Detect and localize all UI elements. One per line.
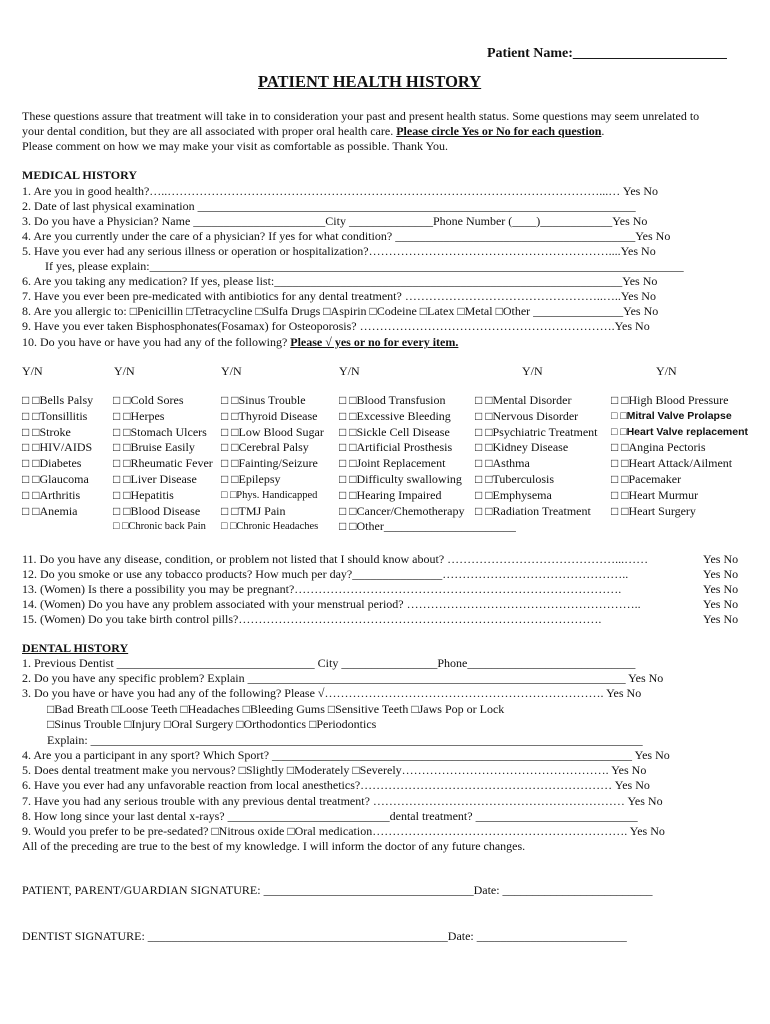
yn-header-6: Y/N — [656, 364, 677, 378]
condition-fainting-seizure[interactable]: □ □Fainting/Seizure — [221, 456, 318, 471]
medical-q15[interactable]: 15. (Women) Do you take birth control pills?………………………………………………………………………………. — [22, 612, 602, 626]
condition-bells-palsy[interactable]: □ □Bells Palsy — [22, 393, 94, 407]
medical-q10-text: 10. Do you have or have you had any of the following? — [22, 335, 288, 349]
dental-q8[interactable]: 8. How long since your last dental x-rays? ___________________________dental treatment? ___________________________ — [22, 809, 638, 823]
condition-difficulty-swallowing[interactable]: □ □Difficulty swallowing — [339, 471, 462, 486]
condition-sinus-trouble[interactable]: □ □Sinus Trouble — [221, 393, 306, 407]
condition-nervous-disorder[interactable]: □ □Nervous Disorder — [475, 408, 579, 423]
condition-angina-pectoris[interactable]: □ □Angina Pectoris — [611, 440, 706, 455]
condition-herpes[interactable]: □ □Herpes — [113, 408, 165, 423]
check-instruction: Please √ yes or no for every item. — [290, 335, 459, 349]
condition-heart-murmur[interactable]: □ □Heart Murmur — [611, 487, 699, 502]
dental-q1[interactable]: 1. Previous Dentist _________________________________ City ________________Phone____________________________ — [22, 656, 636, 670]
condition-heart-attack[interactable]: □ □Heart Attack/Ailment — [611, 456, 733, 471]
medical-q8[interactable]: 8. Are you allergic to: □Penicillin □Tetracycline □Sulfa Drugs □Aspirin □Codeine □Latex □Metal □Other _______________Yes No — [22, 304, 659, 318]
patient-name-field[interactable]: Patient Name:______________________ — [487, 46, 727, 61]
dental-q3-explain[interactable]: Explain: ____________________________________________________________________________________________ — [47, 733, 643, 747]
medical-q5-explain[interactable]: If yes, please explain:_________________________________________________________________________________________ — [45, 259, 684, 273]
medical-q5[interactable]: 5. Have you ever had any serious illness or operation or hospitalization?……………………………………………………....Yes No — [22, 244, 656, 258]
dental-q2[interactable]: 2. Do you have any specific problem? Explain _______________________________________________________________ Yes No — [22, 671, 664, 685]
condition-tmj-pain[interactable]: □ □TMJ Pain — [221, 503, 286, 518]
conditions-column-6 — [611, 393, 748, 519]
condition-high-blood-pressure[interactable]: □ □High Blood Pressure — [611, 393, 729, 407]
dental-q3-options-2[interactable]: □Sinus Trouble □Injury □Oral Surgery □Orthodontics □Periodontics — [47, 717, 377, 731]
dentist-signature-line[interactable]: DENTIST SIGNATURE: __________________________________________________Date: _________________________ — [22, 929, 627, 943]
medical-q13[interactable]: 13. (Women) Is there a possibility you may be pregnant?………………………………………………………………………. — [22, 582, 622, 596]
medical-q2[interactable]: 2. Date of last physical examination _________________________________________________________________________ — [22, 199, 636, 213]
q12-yes-no[interactable]: Yes No — [703, 567, 739, 581]
condition-cold-sores[interactable]: □ □Cold Sores — [113, 393, 184, 407]
condition-epilepsy[interactable]: □ □Epilepsy — [221, 471, 281, 486]
dental-q5[interactable]: 5. Does dental treatment make you nervous? □Slightly □Moderately □Severely……………………………………………. Yes No — [22, 763, 647, 777]
conditions-column-2 — [113, 393, 213, 535]
yn-header-2: Y/N — [114, 364, 135, 378]
condition-joint-replacement[interactable]: □ □Joint Replacement — [339, 456, 446, 471]
condition-artificial-prosthesis[interactable]: □ □Artificial Prosthesis — [339, 440, 453, 455]
condition-pacemaker[interactable]: □ □Pacemaker — [611, 471, 682, 486]
medical-q12[interactable]: 12. Do you smoke or use any tobacco products? How much per day?_______________……………………………………….. — [22, 567, 629, 581]
condition-psychiatric-treatment[interactable]: □ □Psychiatric Treatment — [475, 424, 598, 439]
medical-q7[interactable]: 7. Have you ever been pre-medicated with antibiotics for any dental treatment? …………………………………………..…..Yes No — [22, 289, 656, 303]
yn-header-3: Y/N — [221, 364, 242, 378]
condition-blood-disease[interactable]: □ □Blood Disease — [113, 503, 201, 518]
condition-heart-valve-replacement[interactable]: □ □Heart Valve replacement — [611, 425, 749, 438]
attestation-statement: All of the preceding are true to the best of my knowledge. I will inform the doctor of any future changes. — [22, 839, 526, 853]
intro-line-2-text: your dental condition, but they are all associated with proper oral health care. — [22, 124, 394, 138]
condition-stroke[interactable]: □ □Stroke — [22, 424, 71, 439]
medical-q9[interactable]: 9. Have you ever taken Bisphosphonates(Fosamax) for Osteoporosis? ……………………………………………………….Yes No — [22, 319, 650, 333]
q15-yes-no[interactable]: Yes No — [703, 612, 739, 626]
q14-yes-no[interactable]: Yes No — [703, 597, 739, 611]
condition-bruise-easily[interactable]: □ □Bruise Easily — [113, 440, 195, 455]
condition-emphysema[interactable]: □ □Emphysema — [475, 487, 552, 502]
condition-arthritis[interactable]: □ □Arthritis — [22, 487, 81, 502]
q13-yes-no[interactable]: Yes No — [703, 582, 739, 596]
dental-q3[interactable]: 3. Do you have or have you had any of the following? Please √……………………………………………………………. Yes No — [22, 686, 642, 700]
intro-line-3: Please comment on how we may make your visit as comfortable as possible. Thank You. — [22, 139, 449, 153]
condition-blood-transfusion[interactable]: □ □Blood Transfusion — [339, 393, 446, 407]
condition-liver-disease[interactable]: □ □Liver Disease — [113, 471, 197, 486]
medical-q11[interactable]: 11. Do you have any disease, condition, or problem not listed that I should know about? ……………………………………...…… — [22, 552, 649, 566]
condition-anemia[interactable]: □ □Anemia — [22, 503, 78, 518]
dental-q7[interactable]: 7. Have you had any serious trouble with any previous dental treatment? ……………………………………………………… Yes No — [22, 794, 663, 808]
medical-q14[interactable]: 14. (Women) Do you have any problem associated with your menstrual period? ………………………………………………….. — [22, 597, 641, 611]
condition-asthma[interactable]: □ □Asthma — [475, 456, 530, 471]
condition-chronic-headaches[interactable]: □ □Chronic Headaches — [221, 521, 319, 533]
medical-history-heading: MEDICAL HISTORY — [22, 168, 138, 182]
medical-q4[interactable]: 4. Are you currently under the care of a physician? If yes for what condition? ________________________________________Yes No — [22, 229, 671, 243]
dental-q9[interactable]: 9. Would you prefer to be pre-sedated? □Nitrous oxide □Oral medication………………………………………………………. Yes No — [22, 824, 665, 838]
condition-other[interactable]: □ □Other______________________ — [339, 519, 516, 534]
conditions-column-3 — [221, 393, 324, 535]
page-title: PATIENT HEALTH HISTORY — [258, 72, 482, 91]
condition-kidney-disease[interactable]: □ □Kidney Disease — [475, 440, 569, 455]
condition-hepatitis[interactable]: □ □Hepatitis — [113, 487, 174, 502]
intro-line-2 — [22, 124, 604, 138]
condition-chronic-back-pain[interactable]: □ □Chronic back Pain — [113, 521, 206, 533]
condition-hearing-impaired[interactable]: □ □Hearing Impaired — [339, 487, 442, 502]
conditions-column-1 — [22, 393, 93, 519]
condition-rheumatic-fever[interactable]: □ □Rheumatic Fever — [113, 456, 213, 471]
medical-q10 — [22, 335, 458, 349]
dental-q4[interactable]: 4. Are you a participant in any sport? Which Sport? ____________________________________________________________ Yes No — [22, 748, 670, 762]
condition-tonsillitis[interactable]: □ □Tonsillitis — [22, 408, 88, 423]
patient-signature-line[interactable]: PATIENT, PARENT/GUARDIAN SIGNATURE: ___________________________________Date: _________________________ — [22, 883, 653, 897]
condition-phys-handicapped[interactable]: □ □Phys. Handicapped — [221, 489, 318, 501]
yn-header-5: Y/N — [522, 364, 543, 378]
yn-header-1: Y/N — [22, 364, 43, 378]
condition-diabetes[interactable]: □ □Diabetes — [22, 456, 82, 471]
q11-yes-no[interactable]: Yes No — [703, 552, 739, 566]
condition-glaucoma[interactable]: □ □Glaucoma — [22, 471, 89, 486]
medical-q3[interactable]: 3. Do you have a Physician? Name ______________________City ______________Phone Number (____)____________Yes No — [22, 214, 648, 228]
condition-cancer-chemotherapy[interactable]: □ □Cancer/Chemotherapy — [339, 503, 465, 518]
condition-hiv-aids[interactable]: □ □HIV/AIDS — [22, 440, 93, 455]
condition-cerebral-palsy[interactable]: □ □Cerebral Palsy — [221, 440, 309, 455]
conditions-column-5 — [475, 393, 597, 519]
condition-tuberculosis[interactable]: □ □Tuberculosis — [475, 471, 555, 486]
medical-q1[interactable]: 1. Are you in good health?…..………………………………………………………………………………………………...… Yes No — [22, 184, 658, 198]
condition-mental-disorder[interactable]: □ □Mental Disorder — [475, 393, 572, 407]
condition-stomach-ulcers[interactable]: □ □Stomach Ulcers — [113, 424, 207, 439]
condition-low-blood-sugar[interactable]: □ □Low Blood Sugar — [221, 424, 324, 439]
dental-history-heading: DENTAL HISTORY — [22, 641, 129, 655]
dental-q3-options-1[interactable]: □Bad Breath □Loose Teeth □Headaches □Bleeding Gums □Sensitive Teeth □Jaws Pop or Lock — [47, 702, 505, 716]
medical-q6[interactable]: 6. Are you taking any medication? If yes, please list:__________________________________________________________Yes No — [22, 274, 658, 288]
condition-sickle-cell[interactable]: □ □Sickle Cell Disease — [339, 424, 450, 439]
intro-line-2-end: . — [601, 124, 605, 138]
condition-radiation-treatment[interactable]: □ □Radiation Treatment — [475, 503, 591, 518]
condition-mitral-valve-prolapse[interactable]: □ □Mitral Valve Prolapse — [611, 409, 732, 422]
condition-thyroid-disease[interactable]: □ □Thyroid Disease — [221, 408, 318, 423]
yn-header-4: Y/N — [339, 364, 360, 378]
dental-q6[interactable]: 6. Have you ever had any unfavorable reaction from local anesthetics?……………………………………………………… Yes No — [22, 778, 650, 792]
condition-excessive-bleeding[interactable]: □ □Excessive Bleeding — [339, 408, 451, 423]
condition-heart-surgery[interactable]: □ □Heart Surgery — [611, 503, 696, 518]
intro-line-1: These questions assure that treatment will take in to consideration your past and present health status. Some questions may seem unrelated to — [22, 109, 700, 123]
circle-instruction: Please circle Yes or No for each question — [396, 124, 602, 138]
